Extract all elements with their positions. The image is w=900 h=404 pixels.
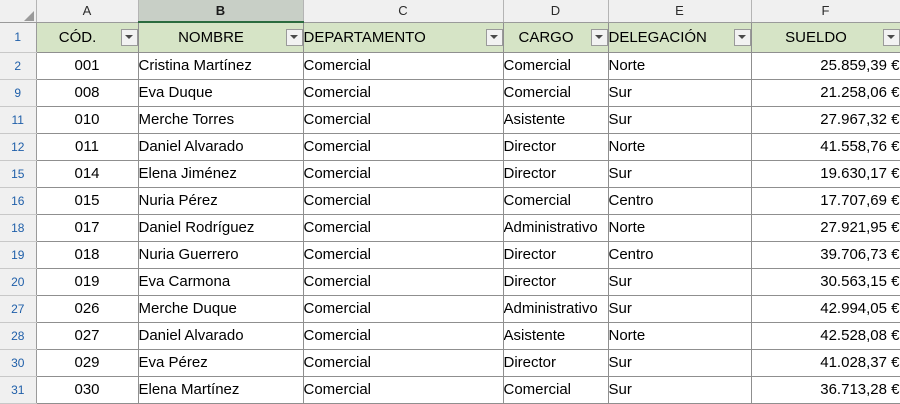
cell-delegacion[interactable]: Sur [608, 268, 751, 295]
cell-cargo[interactable]: Director [503, 268, 608, 295]
cell-sueldo[interactable]: 19.630,17 € [751, 160, 900, 187]
header-label-delegacion: DELEGACIÓN [608, 28, 707, 46]
table-row[interactable] [0, 79, 900, 106]
row-header[interactable]: 30 [0, 349, 36, 376]
filter-dropdown-icon[interactable] [486, 29, 503, 46]
cell-cod[interactable]: 011 [36, 133, 138, 160]
column-header-a[interactable]: A [36, 0, 138, 22]
filter-dropdown-icon[interactable] [734, 29, 751, 46]
cell-cod[interactable]: 010 [36, 106, 138, 133]
cell-delegacion[interactable]: Sur [608, 376, 751, 403]
cell-cargo[interactable]: Director [503, 241, 608, 268]
cell-nombre[interactable]: Merche Torres [138, 106, 303, 133]
cell-delegacion[interactable]: Norte [608, 52, 751, 79]
cell-cargo[interactable]: Director [503, 160, 608, 187]
header-label-sueldo: SUELDO [785, 28, 847, 46]
cell-cod[interactable]: 014 [36, 160, 138, 187]
filter-dropdown-icon[interactable] [591, 29, 608, 46]
cell-cargo[interactable]: Comercial [503, 79, 608, 106]
cell-cod[interactable]: 001 [36, 52, 138, 79]
table-row[interactable] [0, 187, 900, 214]
cell-delegacion[interactable]: Sur [608, 106, 751, 133]
row-header[interactable]: 15 [0, 160, 36, 187]
table-row[interactable] [0, 160, 900, 187]
cell-sueldo[interactable]: 42.528,08 € [751, 322, 900, 349]
cell-cargo[interactable]: Comercial [503, 52, 608, 79]
header-label-departamento: DEPARTAMENTO [303, 28, 426, 46]
cell-nombre[interactable]: Daniel Alvarado [138, 322, 303, 349]
cell-cod[interactable]: 027 [36, 322, 138, 349]
cell-sueldo[interactable]: 17.707,69 € [751, 187, 900, 214]
cell-nombre[interactable]: Eva Carmona [138, 268, 303, 295]
cell-sueldo[interactable]: 42.994,05 € [751, 295, 900, 322]
header-cell-nombre[interactable] [138, 22, 303, 52]
cell-departamento[interactable]: Comercial [303, 322, 503, 349]
cell-departamento[interactable]: Comercial [303, 160, 503, 187]
cell-nombre[interactable]: Daniel Rodríguez [138, 214, 303, 241]
cell-sueldo[interactable]: 41.028,37 € [751, 349, 900, 376]
cell-departamento[interactable]: Comercial [303, 79, 503, 106]
cell-sueldo[interactable]: 41.558,76 € [751, 133, 900, 160]
cell-cargo[interactable]: Administrativo [503, 214, 608, 241]
column-header-f[interactable]: F [751, 0, 900, 22]
cell-delegacion[interactable]: Sur [608, 160, 751, 187]
cell-delegacion[interactable]: Sur [608, 349, 751, 376]
cell-nombre[interactable]: Eva Pérez [138, 349, 303, 376]
cell-departamento[interactable]: Comercial [303, 376, 503, 403]
header-cell-departamento[interactable] [303, 22, 503, 52]
row-header[interactable]: 31 [0, 376, 36, 403]
cell-departamento[interactable]: Comercial [303, 106, 503, 133]
row-header[interactable]: 12 [0, 133, 36, 160]
cell-cod[interactable]: 018 [36, 241, 138, 268]
header-label-cod: CÓD. [58, 28, 97, 46]
table-header-row [0, 22, 900, 52]
cell-nombre[interactable]: Eva Duque [138, 79, 303, 106]
cell-cargo[interactable]: Administrativo [503, 295, 608, 322]
cell-cod[interactable]: 026 [36, 295, 138, 322]
cell-delegacion[interactable]: Sur [608, 79, 751, 106]
filter-dropdown-icon[interactable] [883, 29, 900, 46]
table-row[interactable] [0, 106, 900, 133]
cell-departamento[interactable]: Comercial [303, 268, 503, 295]
cell-departamento[interactable]: Comercial [303, 214, 503, 241]
cell-delegacion[interactable]: Norte [608, 214, 751, 241]
table-row[interactable] [0, 241, 900, 268]
header-label-nombre: NOMBRE [178, 28, 244, 46]
cell-departamento[interactable]: Comercial [303, 349, 503, 376]
column-header-row[interactable] [0, 0, 900, 22]
table-row[interactable] [0, 376, 900, 403]
cell-delegacion[interactable]: Sur [608, 295, 751, 322]
cell-cargo[interactable]: Asistente [503, 322, 608, 349]
cell-nombre[interactable]: Daniel Alvarado [138, 133, 303, 160]
cell-cod[interactable]: 008 [36, 79, 138, 106]
filter-dropdown-icon[interactable] [286, 29, 303, 46]
cell-cargo[interactable]: Comercial [503, 187, 608, 214]
table-row[interactable] [0, 214, 900, 241]
column-header-d[interactable]: D [503, 0, 608, 22]
filter-dropdown-icon[interactable] [121, 29, 138, 46]
cell-delegacion[interactable]: Centro [608, 241, 751, 268]
cell-nombre[interactable]: Nuria Guerrero [138, 241, 303, 268]
cell-departamento[interactable]: Comercial [303, 133, 503, 160]
table-row[interactable] [0, 295, 900, 322]
cell-departamento[interactable]: Comercial [303, 295, 503, 322]
cell-sueldo[interactable]: 39.706,73 € [751, 241, 900, 268]
cell-delegacion[interactable]: Norte [608, 322, 751, 349]
header-cell-sueldo[interactable] [751, 22, 900, 52]
cell-sueldo[interactable]: 25.859,39 € [751, 52, 900, 79]
row-header[interactable]: 20 [0, 268, 36, 295]
cell-cargo[interactable]: Comercial [503, 376, 608, 403]
table-row[interactable] [0, 322, 900, 349]
cell-nombre[interactable]: Elena Martínez [138, 376, 303, 403]
select-all-triangle-icon [24, 11, 34, 21]
cell-sueldo[interactable]: 27.921,95 € [751, 214, 900, 241]
row-header[interactable]: 1 [0, 22, 36, 52]
cell-cargo[interactable]: Asistente [503, 106, 608, 133]
header-cell-delegacion[interactable] [608, 22, 751, 52]
cell-cargo[interactable]: Director [503, 133, 608, 160]
row-header[interactable]: 18 [0, 214, 36, 241]
cell-departamento[interactable]: Comercial [303, 52, 503, 79]
table-row[interactable] [0, 133, 900, 160]
cell-cargo[interactable]: Director [503, 349, 608, 376]
cell-cod[interactable]: 019 [36, 268, 138, 295]
cell-sueldo[interactable]: 21.258,06 € [751, 79, 900, 106]
data-rows-body [0, 52, 900, 403]
cell-nombre[interactable]: Cristina Martínez [138, 52, 303, 79]
cell-sueldo[interactable]: 27.967,32 € [751, 106, 900, 133]
row-header[interactable]: 19 [0, 241, 36, 268]
cell-delegacion[interactable]: Centro [608, 187, 751, 214]
cell-cod[interactable]: 017 [36, 214, 138, 241]
header-label-cargo: CARGO [518, 28, 574, 46]
cell-departamento[interactable]: Comercial [303, 187, 503, 214]
row-header[interactable]: 9 [0, 79, 36, 106]
table-row[interactable] [0, 52, 900, 79]
column-header-b[interactable]: B [138, 0, 303, 22]
column-header-c[interactable]: C [303, 0, 503, 22]
select-all-corner[interactable] [0, 0, 36, 22]
cell-sueldo[interactable]: 36.713,28 € [751, 376, 900, 403]
cell-cod[interactable]: 029 [36, 349, 138, 376]
cell-delegacion[interactable]: Norte [608, 133, 751, 160]
cell-sueldo[interactable]: 30.563,15 € [751, 268, 900, 295]
column-header-e[interactable]: E [608, 0, 751, 22]
row-header[interactable]: 11 [0, 106, 36, 133]
header-cell-cargo[interactable] [503, 22, 608, 52]
table-row[interactable] [0, 349, 900, 376]
header-cell-cod[interactable] [36, 22, 138, 52]
cell-nombre[interactable]: Nuria Pérez [138, 187, 303, 214]
cell-cod[interactable]: 030 [36, 376, 138, 403]
cell-nombre[interactable]: Merche Duque [138, 295, 303, 322]
row-header[interactable]: 28 [0, 322, 36, 349]
row-header[interactable]: 16 [0, 187, 36, 214]
table-row[interactable] [0, 268, 900, 295]
row-header[interactable]: 2 [0, 52, 36, 79]
cell-nombre[interactable]: Elena Jiménez [138, 160, 303, 187]
row-header[interactable]: 27 [0, 295, 36, 322]
cell-departamento[interactable]: Comercial [303, 241, 503, 268]
cell-cod[interactable]: 015 [36, 187, 138, 214]
